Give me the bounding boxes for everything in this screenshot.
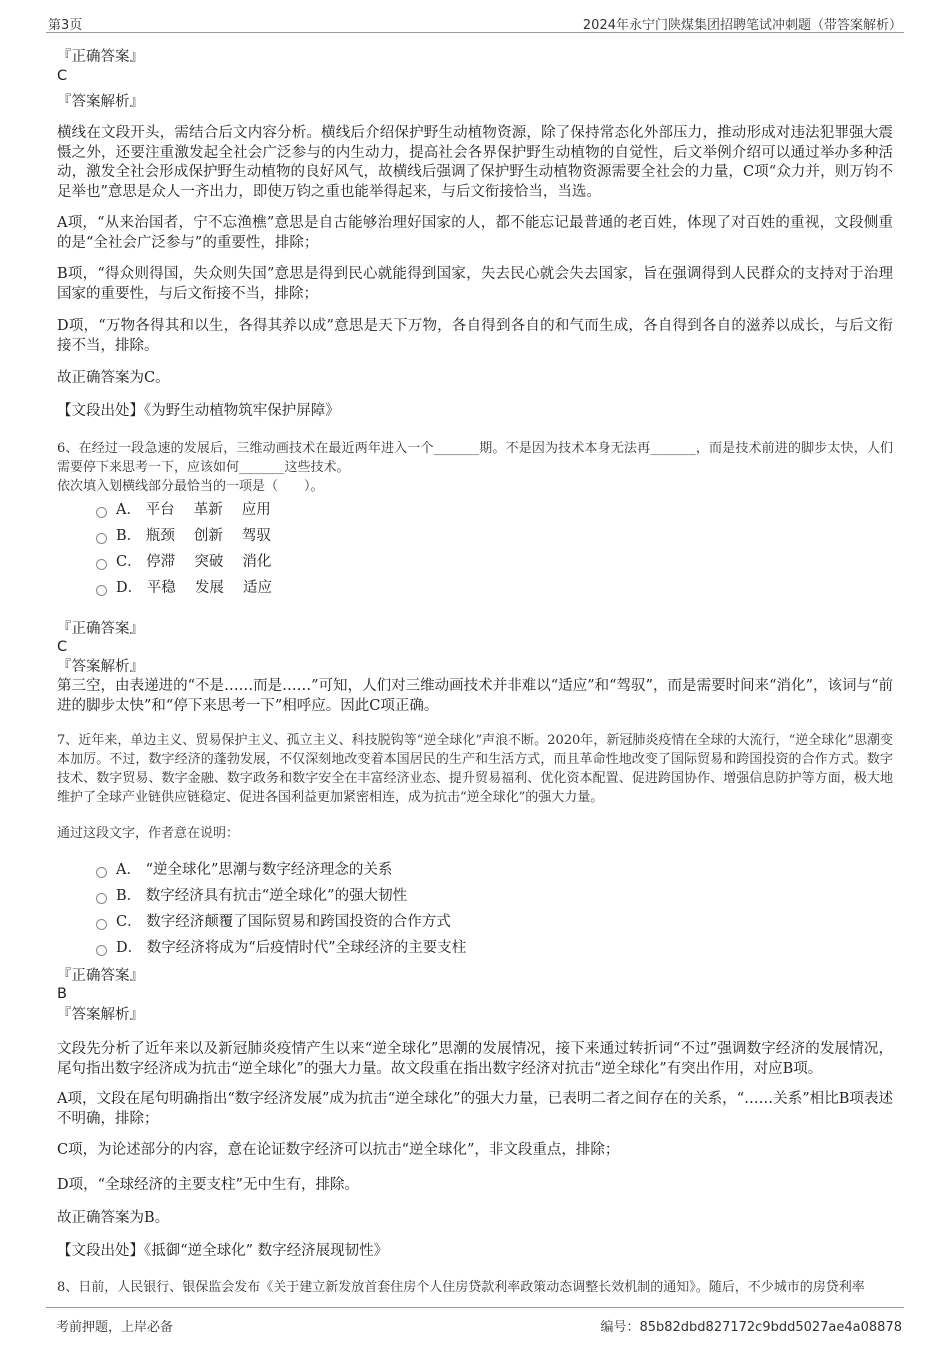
option-letter: C． (116, 554, 142, 570)
q6-stem: 6、在经过一段急速的发展后，三维动画技术在最近两年进入一个_______期。不是因为技术本身无法再_______，而是技术前进的脚步太快，人们需要停下来思考一下，应该如何_______这些技术。 (57, 441, 893, 475)
q7-stem: 7、近年来，单边主义、贸易保护主义、孤立主义、科技脱钩等“逆全球化”声浪不断。2020年，新冠肺炎疫情在全球的大流行，“逆全球化”思潮变本加厉。不过，数字经济的蓬勃发展，不仅深刻地改变着本国居民的生产和生活方式，而且革命性地改变了国际贸易和跨国投资的合作方式。数字技术、数字贸易、数字金融、数字政务和数字安全在丰富经济业态、提升贸易福利、优化资本配置、促进跨国协作、增强信息防护等方面，极大地维护了全球产业链供应链稳定、促进各国利益更加紧密相连，成为抗击“逆全球化”的强大力量。 (57, 733, 893, 805)
q5-analysis-para: B项，“得众则得国，失众则失国”意思是得到民心就能得到国家，失去民心就会失去国家，旨在强调得到人民群众的支持对于治理国家的重要性，与后文衔接不当，排除； (57, 266, 893, 302)
page-header (46, 10, 904, 33)
radio-icon[interactable] (96, 559, 107, 570)
q8-stem: 8、日前，人民银行、银保监会发布《关于建立新发放首套住房个人住房贷款利率政策动态调整长效机制的通知》。随后，不少城市的房贷利率 (57, 1280, 865, 1295)
q7-option-b[interactable] (96, 886, 407, 906)
q5-source: 【文段出处】《为野生动植物筑牢保护屏障》 (57, 403, 340, 419)
radio-icon[interactable] (96, 893, 107, 904)
q6-option-b[interactable] (96, 526, 271, 546)
q5-analysis-para: D项，“万物各得其和以生，各得其养以成”意思是天下万物，各自得到各自的和气而生成，各自得到各自的滋养以成长，与后文衔接不当，排除。 (57, 318, 893, 354)
option-letter: C． (116, 914, 142, 930)
code-value: 85b82dbd827172c9bdd5027ae4a08878 (639, 1320, 902, 1335)
q5-analysis-label: 『答案解析』 (57, 94, 144, 110)
page-footer (46, 1307, 904, 1336)
q5-analysis-para: 故正确答案为C。 (57, 370, 170, 386)
q7-analysis-label: 『答案解析』 (57, 1007, 144, 1023)
radio-icon[interactable] (96, 585, 107, 596)
option-text: 数字经济具有抗击“逆全球化”的强大韧性 (145, 888, 408, 904)
option-text: 瓶颈 创新 驾驭 (145, 528, 271, 544)
q6-option-c[interactable] (96, 552, 271, 572)
q7-option-c[interactable] (96, 912, 451, 932)
q5-answer-label: 『正确答案』 (57, 49, 144, 65)
q7-source: 【文段出处】《抵御“逆全球化” 数字经济展现韧性》 (57, 1243, 389, 1259)
radio-icon[interactable] (96, 507, 107, 518)
q7-answer: B (57, 986, 67, 1002)
q7-option-a[interactable] (96, 860, 392, 880)
document-code (600, 1316, 902, 1335)
option-letter: D． (116, 940, 143, 956)
option-letter: B． (116, 888, 142, 904)
q6-answer-label: 『正确答案』 (57, 621, 144, 637)
option-letter: A． (116, 862, 141, 878)
q5-analysis-para: A项，“从来治国者，宁不忘渔樵”意思是自古能够治理好国家的人，都不能忘记最普通的老百姓，体现了对百姓的重视，文段侧重的是“全社会广泛参与”的重要性，排除； (57, 215, 893, 251)
q6-option-d[interactable] (96, 578, 272, 598)
q7-analysis-para: C项，为论述部分的内容，意在论证数字经济可以抗击“逆全球化”，非文段重点，排除； (57, 1142, 620, 1158)
option-text: 数字经济将成为“后疫情时代”全球经济的主要支柱 (146, 940, 467, 956)
option-text: 停滞 突破 消化 (146, 554, 272, 570)
q7-analysis-para: D项，“全球经济的主要支柱”无中生有，排除。 (57, 1177, 359, 1193)
radio-icon[interactable] (96, 533, 107, 544)
q7-option-d[interactable] (96, 938, 466, 958)
code-label: 编号： (600, 1320, 640, 1335)
radio-icon[interactable] (96, 945, 107, 956)
q7-prompt: 通过这段文字，作者意在说明： (57, 826, 240, 841)
option-text: 平稳 发展 适应 (146, 580, 272, 596)
page-number: 第3页 (48, 18, 83, 33)
radio-icon[interactable] (96, 919, 107, 930)
footer-slogan: 考前押题，上岸必备 (56, 1320, 174, 1335)
q6-option-a[interactable] (96, 500, 271, 520)
radio-icon[interactable] (96, 867, 107, 878)
q6-analysis: 第三空，由表递进的“不是……而是……”可知，人们对三维动画技术并非难以“适应”和“驾驭”，而是需要时间来“消化”，该词与“前进的脚步太快”和“停下来思考一下”相呼应。因此C项正确。 (57, 678, 893, 714)
option-letter: A． (116, 502, 141, 518)
q6-prompt: 依次填入划横线部分最恰当的一项是（ ）。 (57, 479, 324, 494)
q7-analysis-para: A项，文段在尾句明确指出“数字经济发展”成为抗击“逆全球化”的强大力量，已表明二者之间存在的关系，“……关系”相比B项表述不明确，排除； (57, 1091, 893, 1127)
q7-analysis-para: 故正确答案为B。 (57, 1210, 170, 1226)
q5-analysis-para: 横线在文段开头，需结合后文内容分析。横线后介绍保护野生动植物资源，除了保持常态化外部压力，推动形成对违法犯罪强大震慑之外，还要注重激发起全社会广泛参与的内生动力，提高社会各界保护野生动植物的自觉性，后文举例介绍可以通过举办多种活动，激发全社会形成保护野生动植物的良好风气，故横线后强调了保护野生动植物资源需要全社会的力量，C项“众力并，则万钧不足举也”意思是众人一齐出力，即使万钧之重也能举得起来，与后文衔接恰当，当选。 (57, 125, 893, 200)
q7-analysis-para: 文段先分析了近年来以及新冠肺炎疫情产生以来“逆全球化”思潮的发展情况，接下来通过转折词“不过”强调数字经济的发展情况，尾句指出数字经济成为抗击“逆全球化”的强大力量。故文段重在指出数字经济对抗击“逆全球化”有突出作用，对应B项。 (57, 1041, 893, 1077)
option-text: “逆全球化”思潮与数字经济理念的关系 (145, 862, 393, 878)
document-title: 2024年永宁门陕煤集团招聘笔试冲刺题（带答案解析） (582, 18, 902, 33)
option-text: 数字经济颠覆了国际贸易和跨国投资的合作方式 (146, 914, 451, 930)
option-letter: D． (116, 580, 143, 596)
q6-answer: C (57, 639, 68, 655)
q6-analysis-label: 『答案解析』 (57, 659, 144, 675)
q5-answer: C (57, 68, 68, 84)
option-letter: B． (116, 528, 142, 544)
option-text: 平台 革新 应用 (145, 502, 271, 518)
q7-answer-label: 『正确答案』 (57, 968, 144, 984)
